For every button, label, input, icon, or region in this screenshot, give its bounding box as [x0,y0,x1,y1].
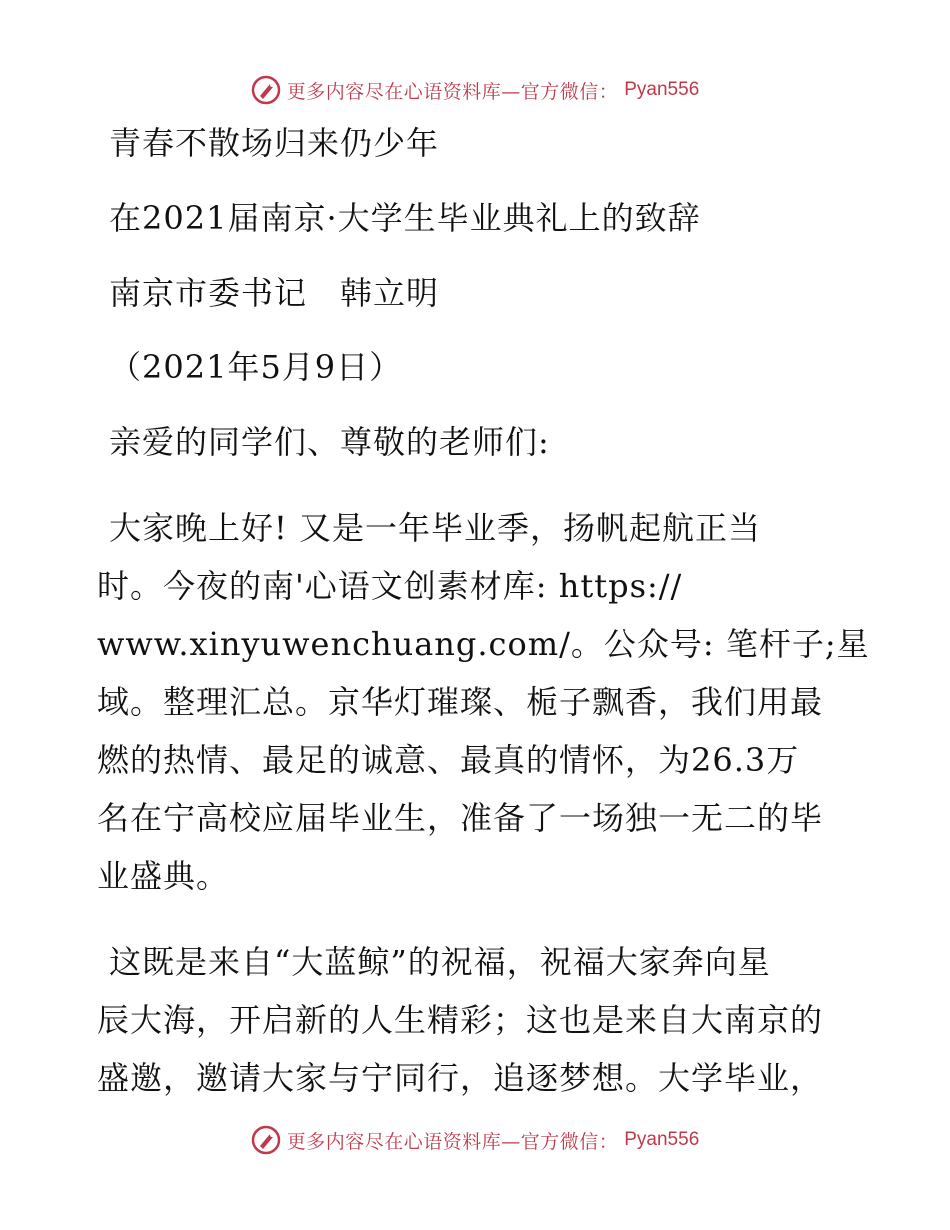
paragraph-line: 时。今夜的南'心语文创素材库: https:// [97,566,683,605]
paragraph-line: 名在宁高校应届毕业生，准备了一场独一无二的毕 [97,798,824,837]
paragraph-line: www.xinyuwenchuang.com/。公众号: 笔杆子;星 [97,624,870,663]
paragraph-line: 大家晚上好! 又是一年毕业季，扬帆起航正当 [109,508,762,547]
header-watermark-banner [0,70,950,110]
banner-handle: Pyan556 [624,79,700,100]
paragraph-line: 辰大海，开启新的人生精彩；这也是来自大南京的 [97,1000,824,1039]
pen-logo-icon [251,1125,281,1155]
speaker-line: 南京市委书记 韩立明 [109,273,440,312]
banner-text: 更多内容尽在心语资料库—官方微信： [286,80,619,103]
paragraph-line: 盛邀，邀请大家与宁同行，追逐梦想。大学毕业， [97,1058,824,1097]
date-line: （2021年5月9日） [109,348,403,387]
paragraph-line: 燃的热情、最足的诚意、最真的情怀，为26.3万 [97,740,800,779]
footer-watermark-banner [0,1120,950,1160]
paragraph-line: 业盛典。 [97,856,230,895]
pen-logo-icon [251,75,281,105]
paragraph-1 [97,499,870,905]
document-body [97,124,870,1107]
salutation: 亲爱的同学们、尊敬的老师们: [109,423,550,462]
paragraph-line: 这既是来自“大蓝鲸”的祝福，祝福大家奔向星 [109,942,771,981]
document-title: 青春不散场归来仍少年 [109,124,440,162]
banner-text: 更多内容尽在心语资料库—官方微信： [286,1130,619,1153]
paragraph-line: 域。整理汇总。京华灯璀璨、栀子飘香，我们用最 [97,682,824,721]
banner-handle: Pyan556 [624,1129,700,1150]
document-subtitle: 在2021届南京·大学生毕业典礼上的致辞 [109,198,701,237]
paragraph-2 [97,933,857,1107]
